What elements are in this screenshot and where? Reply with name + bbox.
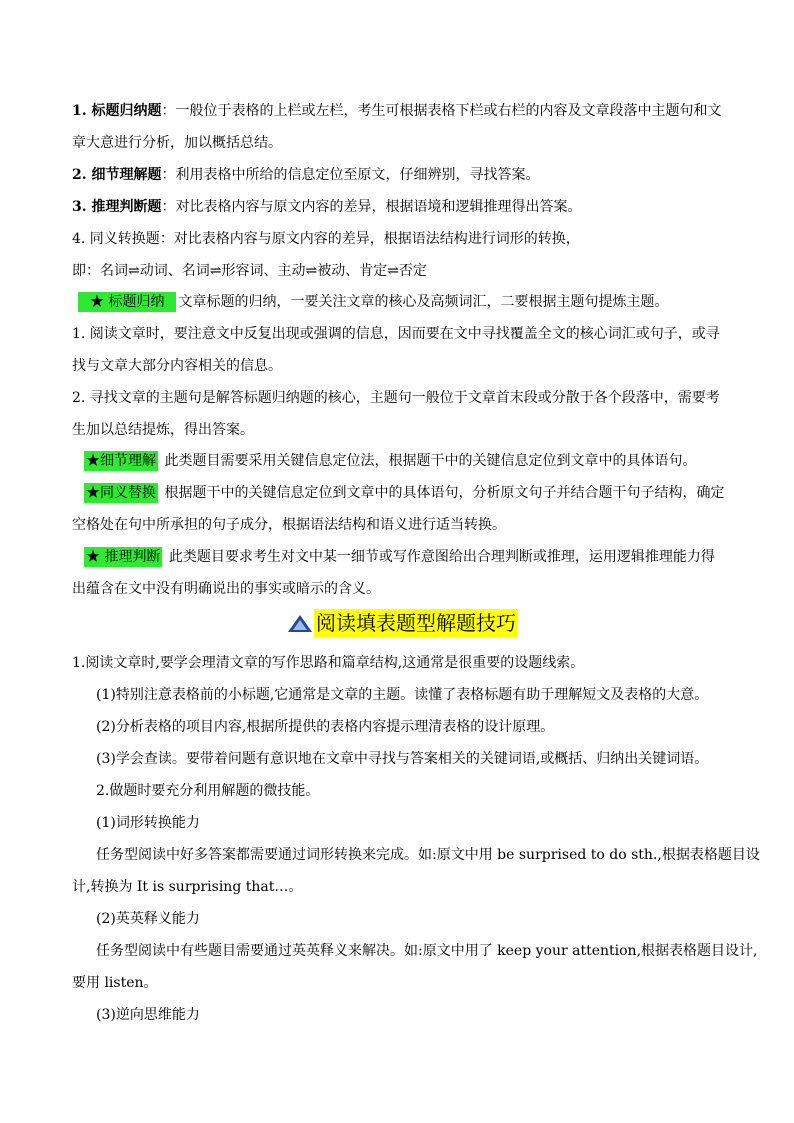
skill-2-c: (3)逆向思维能力 (96, 1007, 200, 1023)
section-heading (288, 607, 518, 639)
tip-inference (84, 541, 738, 573)
section-title: 阅读填表题型解题技巧 (316, 611, 516, 635)
item-4-text: ：对比表格内容与原文内容的差异，根据语法结构进行词形的转换， (159, 231, 580, 247)
skill-2-b-text-line-1: 任务型阅读中有些题目需要通过英英释义来解决。如:原文中用了 keep your attention,根据表格题目设计, (96, 943, 758, 959)
item-2 (72, 159, 726, 191)
skill-2-a: (1)词形转换能力 (96, 815, 200, 831)
skill-2-b-text-line-2: 要用 listen。 (72, 975, 158, 991)
item-3-text: ：对比表格内容与原文内容的差异，根据语境和逻辑推理得出答案。 (161, 199, 582, 215)
tip-inference-line-2: 出蕴含在文中没有明确说出的事实或暗示的含义。 (72, 581, 380, 597)
item-4-label: 4. 同义转换题 (72, 231, 160, 247)
item-4 (72, 223, 726, 255)
tip-text-title-summary: 文章标题的归纳，一要关注文章的核心及高频词汇，二要根据主题句提炼主题。 (178, 294, 669, 310)
tip-tag-inference: ★ 推理判断 (86, 549, 161, 565)
tip-1-para-2-line-2: 生加以总结提炼，得出答案。 (72, 422, 254, 438)
triangle-icon (288, 615, 312, 632)
skill-2: 2.做题时要充分利用解题的微技能。 (96, 783, 320, 799)
item-1-line-2: 章大意进行分析，加以概括总结。 (72, 135, 282, 151)
tip-1-para-2-line-1: 2. 寻找文章的主题句是解答标题归纳题的核心，主题句一般位于文章首末段或分散于各个段落中，需要考 (72, 390, 720, 406)
tip-detail (84, 445, 738, 477)
tip-tag-synonym: ★同义替换 (86, 485, 156, 501)
skill-1: 1.阅读文章时,要学会理清文章的写作思路和篇章结构,这通常是很重要的设题线索。 (72, 655, 585, 671)
item-4-line-2: 即：名词⇌动词、名词⇌形容词、主动⇌被动、肯定⇌否定 (72, 263, 427, 279)
item-2-label: 2. 细节理解题 (72, 167, 162, 183)
tip-tag-detail: ★细节理解 (86, 453, 156, 469)
item-1-text: ：一般位于表格的上栏或左栏，考生可根据表格下栏或右栏的内容及文章段落中主题句和文 (161, 103, 722, 119)
skill-2-b: (2)英英释义能力 (96, 911, 200, 927)
skill-2-a-text-line-2: 计,转换为 It is surprising that…。 (72, 879, 303, 895)
tip-synonym (84, 477, 738, 509)
item-1-line-1 (72, 95, 726, 127)
tip-1-para-1-line-2: 找与文章大部分内容相关的信息。 (72, 358, 282, 374)
tip-1-para-1-line-1: 1. 阅读文章时，要注意文中反复出现或强调的信息，因而要在文中寻找覆盖全文的核心词汇或句子，或寻 (72, 326, 720, 342)
tip-text-inference: 此类题目要求考生对文中某一细节或写作意图给出合理判断或推理，运用逻辑推理能力得 (164, 549, 715, 565)
item-2-text: ：利用表格中所给的信息定位至原文，仔细辨别，寻找答案。 (161, 167, 540, 183)
item-3 (72, 191, 726, 223)
tip-text-detail: 此类题目需要采用关键信息定位法，根据题干中的关键信息定位到文章中的具体语句。 (160, 453, 697, 469)
tip-title-summary (78, 286, 732, 318)
tip-tag-title-summary: ★ 标题归纳 (78, 292, 176, 312)
tip-synonym-line-2: 空格处在句中所承担的句子成分，根据语法结构和语义进行适当转换。 (72, 517, 506, 533)
item-3-label: 3. 推理判断题 (72, 199, 162, 215)
skill-1-c: (3)学会查读。要带着问题有意识地在文章中寻找与答案相关的关键词语,或概括、归纳出关键词语。 (96, 751, 709, 767)
item-1-label: 1. 标题归纳题 (72, 103, 162, 119)
skill-1-b: (2)分析表格的项目内容,根据所提供的表格内容提示理清表格的设计原理。 (96, 719, 555, 735)
tip-text-synonym: 根据题干中的关键信息定位到文章中的具体语句，分析原文句子并结合题干句子结构，确定 (160, 485, 725, 501)
skill-1-a: (1)特别注意表格前的小标题,它通常是文章的主题。读懂了表格标题有助于理解短文及表格的大意。 (96, 687, 709, 703)
skill-2-a-text-line-1: 任务型阅读中好多答案都需要通过词形转换来完成。如:原文中用 be surprised to do sth.,根据表格题目设 (96, 847, 760, 863)
